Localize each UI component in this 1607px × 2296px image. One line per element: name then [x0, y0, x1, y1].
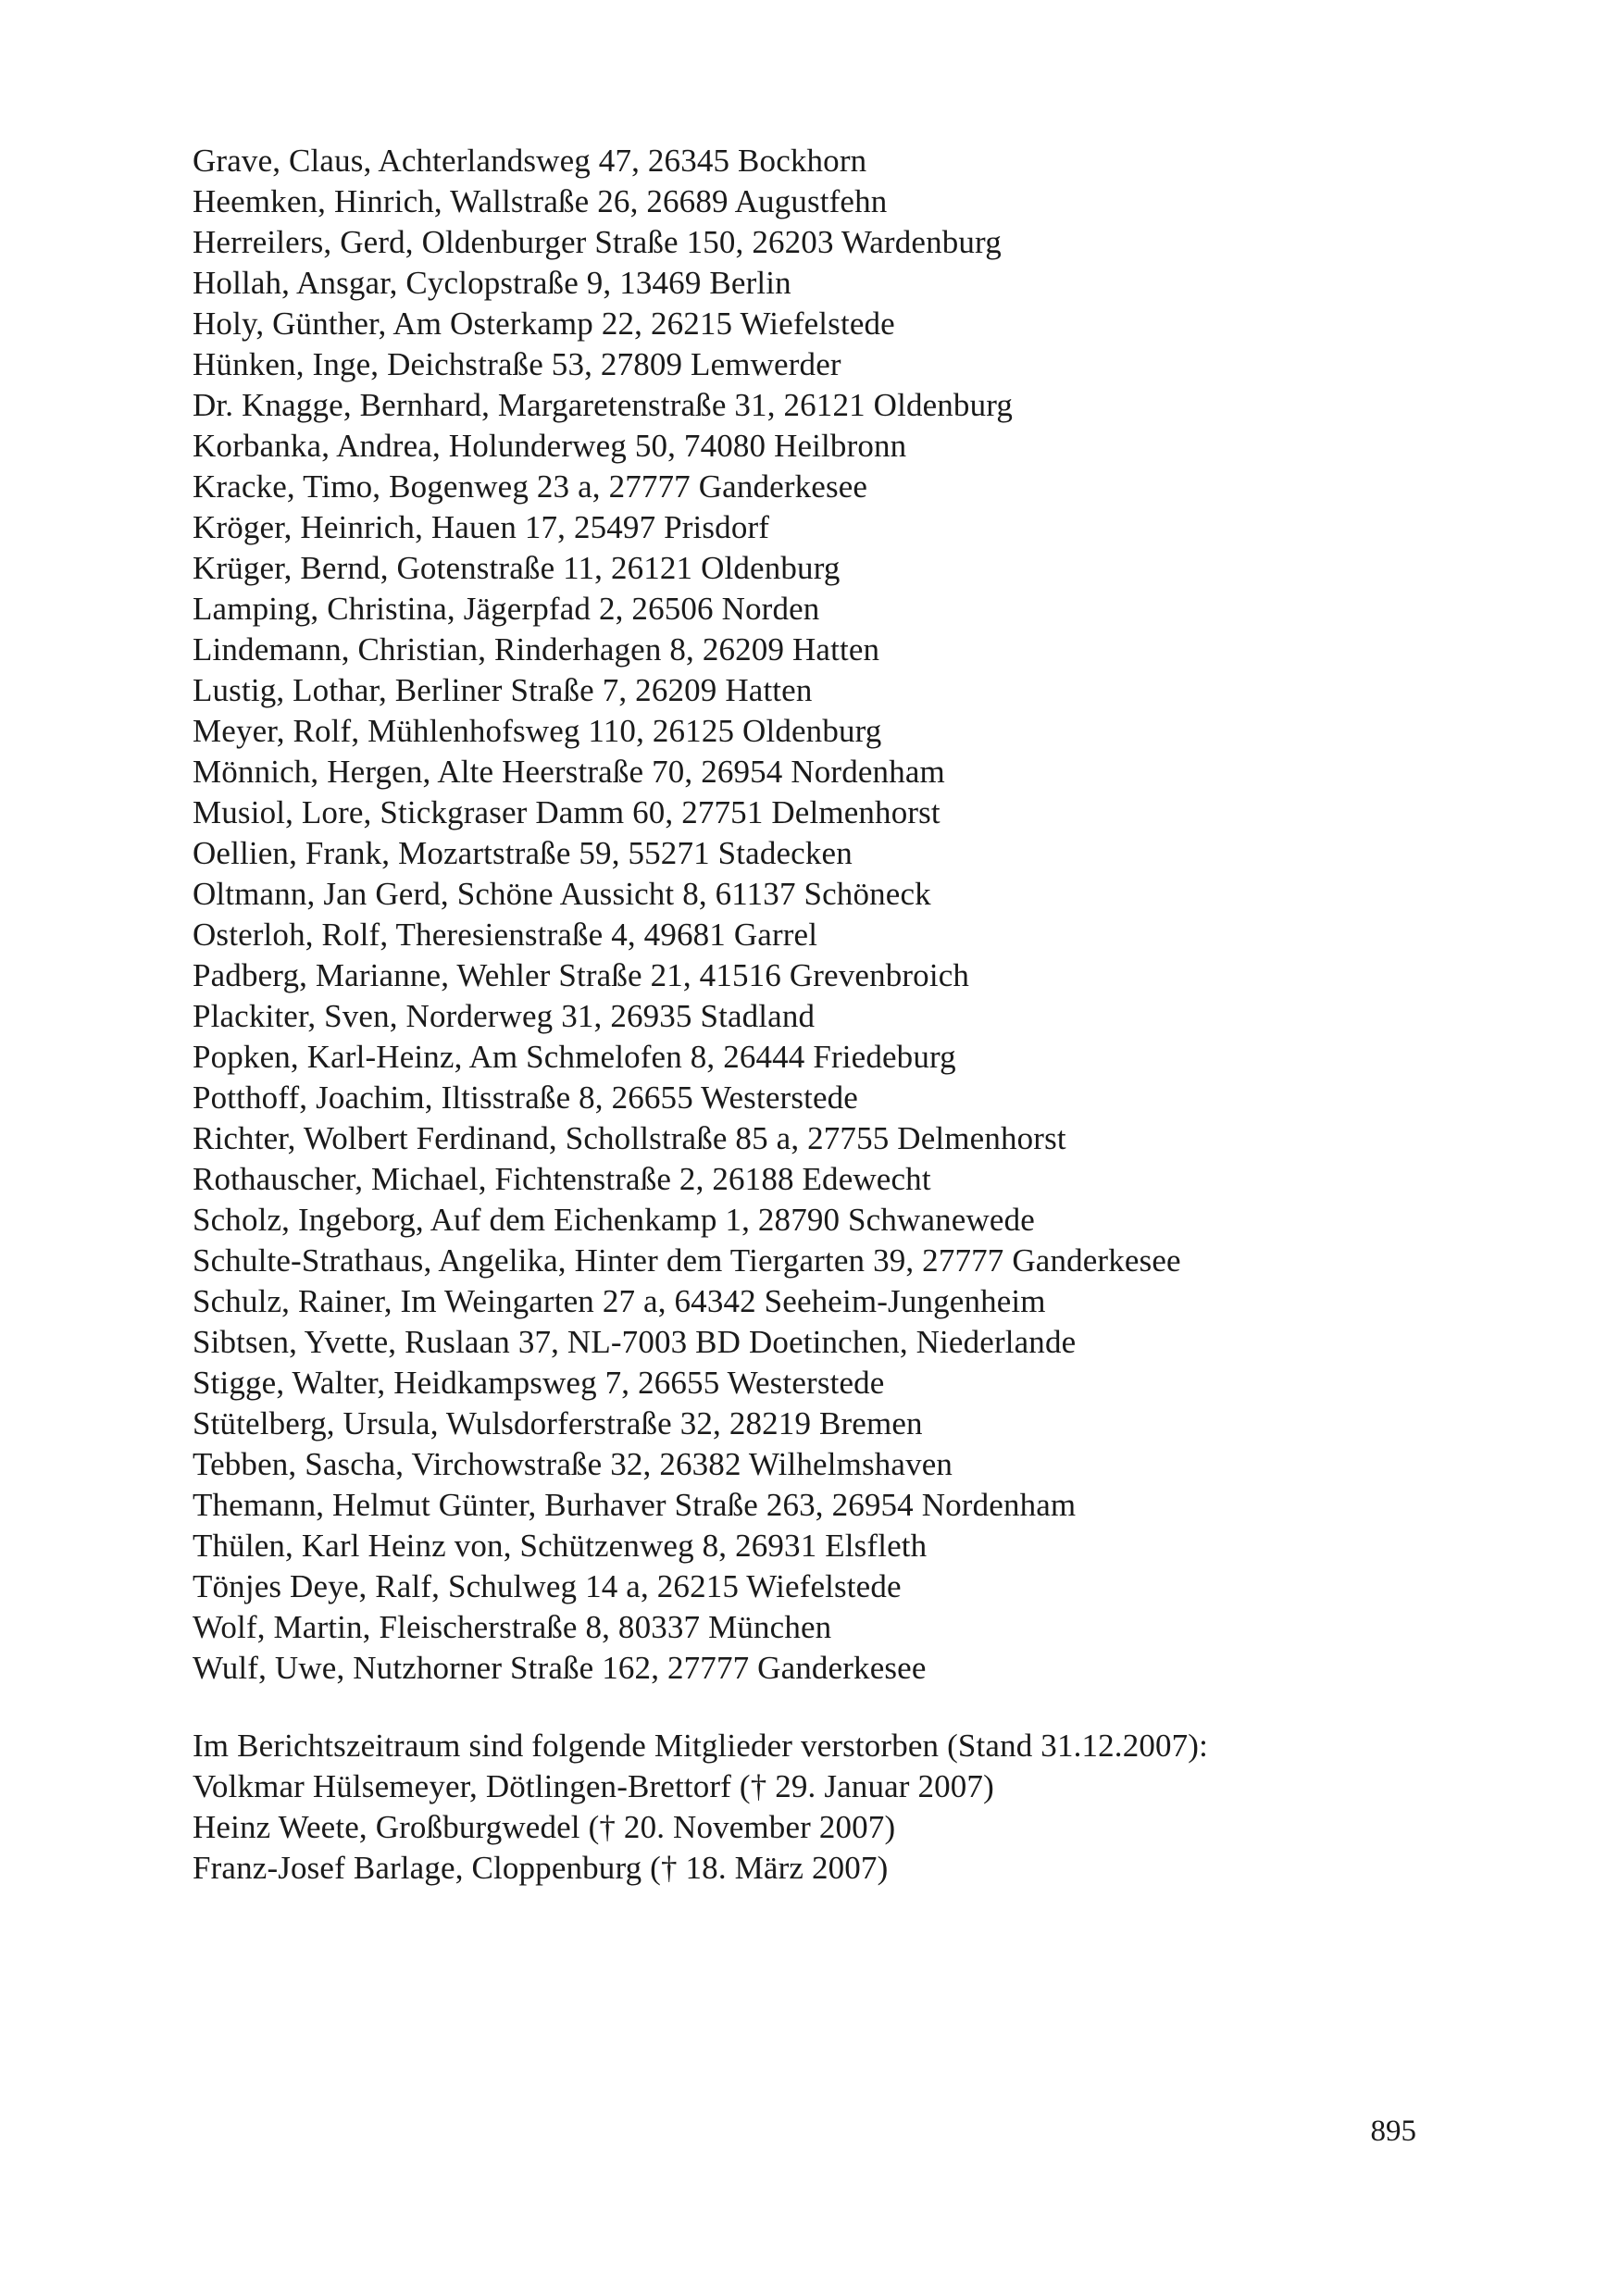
member-entry: Kröger, Heinrich, Hauen 17, 25497 Prisdorf: [193, 509, 770, 545]
member-entry: Osterloh, Rolf, Theresienstraße 4, 49681 Garrel: [193, 917, 818, 953]
member-entry: Oltmann, Jan Gerd, Schöne Aussicht 8, 61137 Schöneck: [193, 876, 931, 912]
deceased-heading: Im Berichtszeitraum sind folgende Mitglieder verstorben (Stand 31.12.2007):: [193, 1728, 1208, 1764]
member-entry: Korbanka, Andrea, Holunderweg 50, 74080 Heilbronn: [193, 428, 907, 464]
member-entry: Stütelberg, Ursula, Wulsdorferstraße 32, 28219 Bremen: [193, 1405, 923, 1441]
member-entry: Hünken, Inge, Deichstraße 53, 27809 Lemwerder: [193, 346, 841, 382]
member-entry: Musiol, Lore, Stickgraser Damm 60, 27751 Delmenhorst: [193, 794, 941, 830]
member-entry: Dr. Knagge, Bernhard, Margaretenstraße 31, 26121 Oldenburg: [193, 387, 1014, 423]
member-entry: Grave, Claus, Achterlandsweg 47, 26345 Bockhorn: [193, 143, 867, 179]
member-entry: Lustig, Lothar, Berliner Straße 7, 26209 Hatten: [193, 672, 813, 708]
deceased-entry: Heinz Weete, Großburgwedel († 20. November 2007): [193, 1809, 896, 1845]
deceased-entry: Franz-Josef Barlage, Cloppenburg († 18. März 2007): [193, 1850, 889, 1886]
member-entry: Hollah, Ansgar, Cyclopstraße 9, 13469 Berlin: [193, 265, 791, 301]
member-entry: Scholz, Ingeborg, Auf dem Eichenkamp 1, 28790 Schwanewede: [193, 1202, 1035, 1238]
member-entry: Wolf, Martin, Fleischerstraße 8, 80337 München: [193, 1609, 832, 1645]
member-entry: Thülen, Karl Heinz von, Schützenweg 8, 26931 Elsfleth: [193, 1528, 928, 1564]
member-entry: Oellien, Frank, Mozartstraße 59, 55271 Stadecken: [193, 835, 853, 871]
member-entry: Holy, Günther, Am Osterkamp 22, 26215 Wiefelstede: [193, 306, 895, 342]
deceased-section: [193, 1726, 1489, 1889]
member-entry: Popken, Karl-Heinz, Am Schmelofen 8, 26444 Friedeburg: [193, 1039, 956, 1075]
member-list: [193, 141, 1489, 1689]
member-entry: Schulte-Strathaus, Angelika, Hinter dem Tiergarten 39, 27777 Ganderkesee: [193, 1242, 1181, 1279]
member-entry: Krüger, Bernd, Gotenstraße 11, 26121 Oldenburg: [193, 550, 841, 586]
member-entry: Mönnich, Hergen, Alte Heerstraße 70, 26954 Nordenham: [193, 754, 945, 790]
member-entry: Potthoff, Joachim, Iltisstraße 8, 26655 Westerstede: [193, 1079, 858, 1116]
member-entry: Wulf, Uwe, Nutzhorner Straße 162, 27777 Ganderkesee: [193, 1650, 927, 1686]
member-entry: Lamping, Christina, Jägerpfad 2, 26506 Norden: [193, 591, 820, 627]
member-entry: Plackiter, Sven, Norderweg 31, 26935 Stadland: [193, 998, 816, 1034]
member-entry: Tönjes Deye, Ralf, Schulweg 14 a, 26215 Wiefelstede: [193, 1568, 902, 1604]
deceased-list: [193, 1766, 1489, 1889]
deceased-entry: Volkmar Hülsemeyer, Dötlingen-Brettorf († 29. Januar 2007): [193, 1768, 994, 1804]
member-entry: Richter, Wolbert Ferdinand, Schollstraße 85 a, 27755 Delmenhorst: [193, 1120, 1066, 1156]
member-entry: Herreilers, Gerd, Oldenburger Straße 150, 26203 Wardenburg: [193, 224, 1002, 260]
member-entry: Themann, Helmut Günter, Burhaver Straße 263, 26954 Nordenham: [193, 1487, 1077, 1523]
member-entry: Padberg, Marianne, Wehler Straße 21, 41516 Grevenbroich: [193, 957, 970, 993]
member-entry: Lindemann, Christian, Rinderhagen 8, 26209 Hatten: [193, 631, 880, 668]
member-entry: Sibtsen, Yvette, Ruslaan 37, NL-7003 BD Doetinchen, Niederlande: [193, 1324, 1077, 1360]
member-entry: Rothauscher, Michael, Fichtenstraße 2, 26188 Edewecht: [193, 1161, 931, 1197]
page-number: 895: [1370, 2115, 1416, 2148]
member-entry: Heemken, Hinrich, Wallstraße 26, 26689 Augustfehn: [193, 183, 888, 219]
member-entry: Kracke, Timo, Bogenweg 23 a, 27777 Ganderkesee: [193, 468, 868, 505]
member-entry: Tebben, Sascha, Virchowstraße 32, 26382 Wilhelmshaven: [193, 1446, 953, 1482]
member-entry: Meyer, Rolf, Mühlenhofsweg 110, 26125 Oldenburg: [193, 713, 882, 749]
member-entry: Schulz, Rainer, Im Weingarten 27 a, 64342 Seeheim-Jungenheim: [193, 1283, 1046, 1319]
member-entry: Stigge, Walter, Heidkampsweg 7, 26655 Westerstede: [193, 1365, 885, 1401]
